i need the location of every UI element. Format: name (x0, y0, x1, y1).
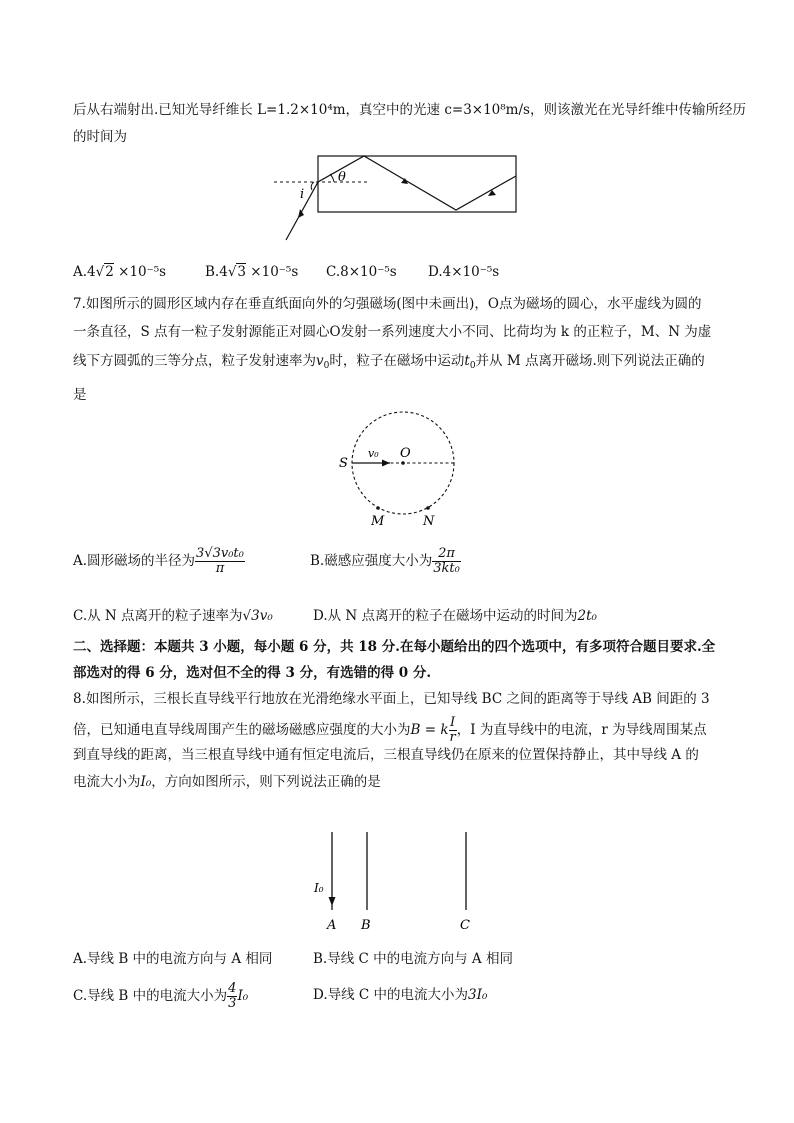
q7-opt-a-fraction (195, 547, 245, 576)
q6-opt-b-suffix: ×10⁻⁵s (246, 264, 299, 280)
q8-opt-c-text: C.导线 B 中的电流大小为 (73, 988, 228, 1004)
label-N: N (423, 514, 435, 529)
q8-line4-a: 电流大小为 (73, 774, 141, 790)
q7-opt-c-expr: √3v₀ (242, 608, 273, 624)
q6-fiber-figure (260, 148, 540, 248)
q7-option-c[interactable] (73, 607, 273, 625)
section2-heading-line-1: 二、选择题：本题共 3 小题，每小题 6 分，共 18 分.在每小题给出的四个选项中，有多项符合题目要求.全 (73, 639, 716, 655)
q7-line-2: 一条直径，S 点有一粒子发射源能正对圆心O发射一系列速度大小不同、比荷均为 k 的正粒子，M、N 为虚 (73, 324, 712, 340)
label-A: A (327, 918, 337, 933)
q6-option-b[interactable] (205, 263, 298, 281)
q8-opt-c-i: I₀ (237, 988, 249, 1004)
q8-line2-num: I (450, 715, 456, 730)
label-B: B (361, 918, 371, 933)
q6-opt-a-suffix: ×10⁻⁵s (113, 264, 167, 280)
q8-line2-a: 倍，已知通电直导线周围产生的磁场磁感应强度的大小为 (73, 722, 411, 738)
fiber-rect (318, 156, 516, 212)
q8-line2-b: ，I 为直导线中的电流，r 为导线周围某点 (456, 722, 707, 738)
q7-opt-a-den: π (215, 561, 225, 576)
label-i: i (300, 187, 305, 202)
q7-line-3: 线下方圆弧的三等分点，粒子发射速率为$v_0$时，粒子在磁场中运动$t_0$并从 M 点离开磁场.则下列说法正确的 (73, 353, 705, 371)
q7-opt-c-text: C.从 N 点离开的粒子速率为 (73, 608, 243, 624)
q8-opt-d-text: D.导线 C 中的电流大小为 (313, 987, 469, 1003)
q7-line3-c: 并从 M 点离开磁场.则下列说法正确的 (475, 353, 705, 369)
q7-opt-b-den: 3kt₀ (433, 561, 460, 576)
q6-opt-b-prefix: B.4 (205, 264, 228, 280)
point-N (426, 506, 430, 510)
q6-opt-a-prefix: A.4 (73, 264, 96, 280)
sqrt-icon: √ (95, 264, 105, 280)
q8-line4-i: I₀ (140, 774, 152, 790)
q6-line-1: 后从右端射出.已知光导纤维长 L=1.2×10⁴m，真空中的光速 c=3×10⁸m/s，则该激光在光导纤维中传输所经历 (73, 102, 746, 118)
q8-line2-fraction (449, 716, 457, 745)
q7-opt-a-num: 3√3v₀t₀ (196, 546, 244, 561)
label-S: S (339, 456, 348, 471)
q7-option-b[interactable] (310, 547, 461, 576)
label-O: O (400, 446, 411, 461)
arrow-1 (298, 209, 304, 218)
q7-opt-a-text: A.圆形磁场的半径为 (73, 553, 196, 569)
sqrt-icon: √ (227, 264, 237, 280)
label-theta: θ (338, 170, 346, 185)
q8-line4-b: ，方向如图所示，则下列说法正确的是 (151, 774, 381, 790)
q8-opt-d-expr: 3I₀ (468, 987, 488, 1003)
current-arrow-A (329, 897, 336, 906)
point-M (376, 506, 380, 510)
q8-opt-c-num: 4 (228, 981, 237, 996)
q7-line3-t: t (464, 353, 470, 369)
q8-line-3: 到直导线的距离，当三根直导线中通有恒定电流后，三根直导线仍在原来的位置保持静止，其中导线 A 的 (73, 747, 699, 763)
q7-opt-d-text: D.从 N 点离开的粒子在磁场中运动的时间为 (313, 608, 578, 624)
q7-opt-d-expr: 2t₀ (577, 608, 597, 624)
q8-line2-den: r (449, 730, 456, 745)
q7-opt-b-fraction (432, 547, 461, 576)
q8-line2-eq: B = k (410, 722, 449, 738)
q8-option-c[interactable] (73, 982, 248, 1011)
q8-opt-c-den: 3 (228, 996, 237, 1011)
q8-line-2 (73, 716, 707, 745)
q6-opt-a-radicand: 2 (105, 264, 114, 280)
q7-line3-a: 线下方圆弧的三等分点，粒子发射速率为 (73, 353, 316, 369)
q6-option-a[interactable] (73, 263, 166, 281)
q8-line-4 (73, 773, 381, 791)
q8-option-b[interactable]: B.导线 C 中的电流方向与 A 相同 (313, 951, 513, 967)
q6-opt-b-radicand: 3 (237, 264, 247, 280)
label-M: M (371, 514, 385, 529)
q7-line3-v: v (316, 353, 324, 369)
label-I0: I₀ (314, 881, 324, 895)
q6-line-2: 的时间为 (73, 129, 127, 145)
q8-option-d[interactable] (313, 986, 487, 1004)
q7-opt-b-num: 2π (432, 547, 461, 562)
q7-option-d[interactable] (313, 607, 597, 625)
q7-circle-figure (330, 412, 470, 532)
q6-option-c[interactable]: C.8×10⁻⁵s (326, 264, 397, 280)
q7-opt-b-text: B.磁感应强度大小为 (310, 553, 433, 569)
label-C: C (460, 918, 470, 933)
q8-option-a[interactable]: A.导线 B 中的电流方向与 A 相同 (73, 951, 273, 967)
q7-line-4: 是 (73, 387, 87, 403)
point-O (401, 461, 405, 465)
q7-line-1: 7.如图所示的圆形区域内存在垂直纸面向外的匀强磁场(图中未画出)，O点为磁场的圆心，水平虚线为圆的 (73, 296, 702, 312)
velocity-arrowhead (382, 460, 390, 467)
q8-line-1: 8.如图所示，三根长直导线平行地放在光滑绝缘水平面上，已知导线 BC 之间的距离等于导线 AB 间距的 3 (73, 691, 710, 707)
label-v0: v₀ (368, 447, 379, 460)
q6-option-d[interactable]: D.4×10⁻⁵s (428, 264, 500, 280)
angle-theta-arc (330, 174, 334, 182)
q7-line3-b: 时，粒子在磁场中运动 (329, 353, 465, 369)
q8-wires-figure (300, 828, 500, 938)
q8-opt-c-fraction (227, 982, 237, 1011)
section2-heading-line-2: 部选对的得 6 分，选对但不全的得 3 分，有选错的得 0 分. (73, 665, 432, 681)
q7-option-a[interactable] (73, 547, 245, 576)
light-path (286, 156, 516, 240)
